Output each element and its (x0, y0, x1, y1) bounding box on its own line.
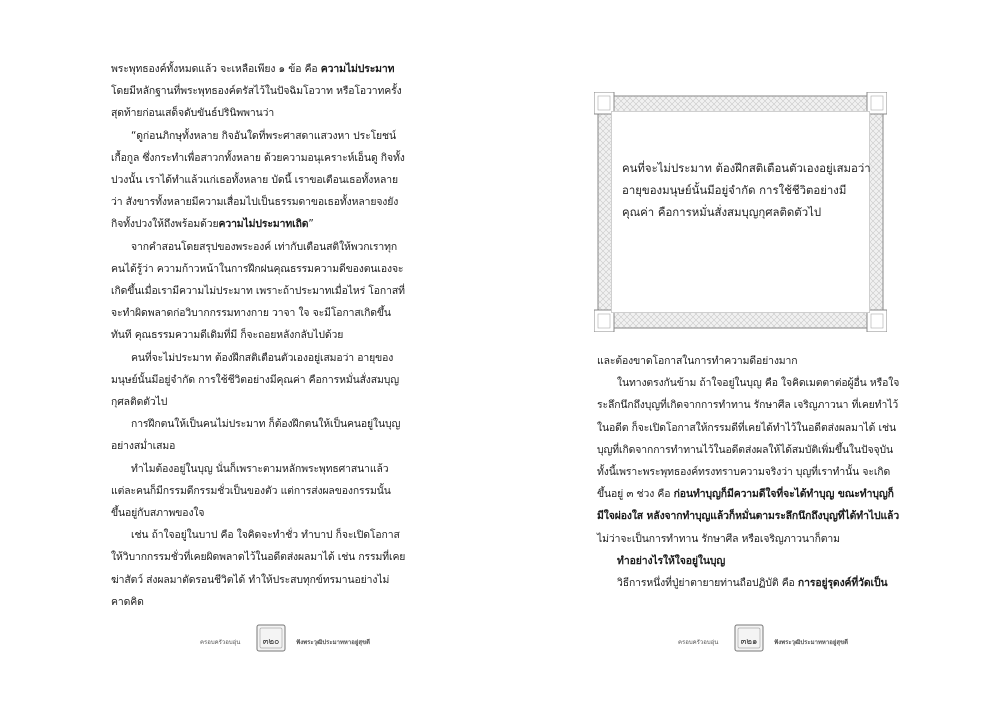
text-run: เช่น ถ้าใจอยู่ในบาป คือ ใจคิดจะทำชั่ว ทำบาป ก็จะเปิดโอกาสให้วิบากกรรมชั่วที่เคยผิดพลาดไว้ในอดีตส่งผลมาได้ เช่น กรรมที่เคยฆ่าสัตว์ ส่งผลมาตัดรอนชีวิตได้ ทำให้ประสบทุกข์ทรมานอย่างไม่คาดคิด (111, 529, 406, 608)
decorative-frame (594, 92, 887, 332)
right-footer (678, 620, 918, 656)
page-number-badge (256, 624, 286, 652)
text-run: ” (308, 218, 314, 231)
bold-text: ก่อนทำบุญก็มีความดีใจที่จะได้ทำบุญ ขณะทำบุญก็มีใจผ่องใส หลังจากทำบุญแล้วก็หมั่นตามระลึกนึกถึงบุญที่ได้ทำไปแล้ว (597, 488, 900, 523)
bold-text: ความไม่ประมาท (320, 63, 395, 75)
paragraph (111, 236, 407, 347)
paragraph (597, 572, 900, 594)
paragraph (111, 458, 407, 525)
paragraph (111, 524, 407, 613)
text-run: ไม่ว่าจะเป็นการทำทาน รักษาศีล หรือเจริญภาวนาก็ตาม (597, 532, 840, 545)
text-run: ทำไมต้องอยู่ในบุญ นั่นก็เพราะตามหลักพระพุทธศาสนาแล้ว แต่ละคนก็มีกรรมดีกรรมชั่วเป็นของตัว แต่การส่งผลของกรรมนั้น ขึ้นอยู่กับสภาพของใจ (111, 462, 391, 520)
bold-text: การอยู่รุดงค์ที่วัดเป็น (797, 577, 888, 590)
footer-book-title: ครอบครัวอบอุ่น (200, 639, 241, 646)
text-run: ในทางตรงกันข้าม ถ้าใจอยู่ในบุญ คือ ใจคิดเมตตาต่อผู้อื่น หรือใจระลึกนึกถึงบุญที่เกิดจากการทำทาน รักษาศีล เจริญภาวนา ที่เคยทำไว้ในอดีต ก็จะเปิดโอกาสให้กรรมดีที่เคยได้ทำไว้ในอดีตส่งผลมาได้ เช่น บุญที่เกิดจากการทำทานไว้ในอดีตส่งผลให้ได้สมบัติเพิ่มขึ้นในปัจจุบัน ทั้งนี้เพราะพระพุทธองค์ทรงทราบความจริงว่า บุญที่เราทำนั้น จะเกิดขึ้นอยู่ ๓ ช่วง คือ (597, 377, 900, 501)
text-run: วิธีการหนึ่งที่ปู่ย่าตายายท่านถือปฏิบัติ คือ (617, 577, 798, 590)
paragraph (111, 347, 407, 414)
left-footer (200, 620, 440, 656)
paragraph (111, 413, 407, 457)
page-number: ๓๒๑ (740, 637, 758, 647)
text-run: การฝึกตนให้เป็นคนไม่ประมาท ก็ต้องฝึกตนให้เป็นคนอยู่ในบุญอย่างสม่ำเสมอ (111, 418, 401, 453)
text-run: “ดูก่อนภิกษุทั้งหลาย กิจอันใดที่พระศาสดาแสวงหา ประโยชน์เกื้อกูล ซึ่งกระทำเพื่อสาวกทั้งหลาย ด้วยความอนุเคราะห์เอ็นดู กิจทั้งปวงนั้น เราได้ทำแล้วแก่เธอทั้งหลาย บัดนี้ เราขอเตือนเธอทั้งหลายว่า สังขารทั้งหลายมีความเสื่อมไปเป็นธรรมดาขอเธอทั้งหลายจงยังกิจทั้งปวงให้ถึงพร้อมด้วย (111, 129, 405, 231)
page-number-badge (734, 624, 764, 652)
bold-text: ทำอย่างไรให้ใจอยู่ในบุญ (617, 554, 726, 567)
footer-book-title: ครอบครัวอบอุ่น (678, 639, 719, 646)
right-body-text (597, 350, 900, 594)
text-run: คนที่จะไม่ประมาท ต้องฝึกสติเตือนตัวเองอยู่เสมอว่า อายุของมนุษย์นั้นมีอยู่จำกัด การใช้ชีวิตอย่างมีคุณค่า คือการหมั่นสั่งสมบุญกุศลติดตัวไป (111, 351, 400, 409)
text-run: จากคำสอนโดยสรุปของพระองค์ เท่ากับเตือนสติให้พวกเราทุกคนได้รู้ว่า ความก้าวหน้าในการฝึกฝนคุณธรรมความดีของตนเองจะเกิดขึ้นเมื่อเรามีความไม่ประมาท เพราะถ้าประมาทเมื่อไหร่ โอกาสที่จะทำผิดพลาดก่อวิบากกรรมทางกาย วาจา ใจ จะมีโอกาสเกิดขึ้นทันที คุณธรรมความดีเดิมที่มี ก็จะถอยหลังกลับไปด้วย (111, 240, 405, 342)
bold-text: ความไม่ประมาทเถิด (218, 218, 309, 231)
text-run: พระพุทธองค์ทั้งหมดแล้ว จะเหลือเพียง ๑ ข้อ คือ (111, 63, 321, 75)
footer-section-title: ฟังพระวุฒิประมาทหาอยู่สุขดี (296, 639, 371, 646)
paragraph (597, 550, 900, 572)
paragraph (597, 350, 900, 372)
page-number: ๓๒๐ (262, 637, 280, 647)
text-run: และต้องขาดโอกาสในการทำความดีอย่างมาก (597, 355, 798, 367)
paragraph (111, 125, 407, 236)
text-run: โดยมีหลักฐานที่พระพุทธองค์ตรัสไว้ในปัจฉิมโอวาท หรือโอวาทครั้งสุดท้ายก่อนเสด็จดับขันธ์ปรินิพพานว่า (111, 85, 402, 120)
frame-quote: คนที่จะไม่ประมาท ต้องฝึกสติเตือนตัวเองอยู่เสมอว่า อายุของมนุษย์นั้นมีอยู่จำกัด การใช้ชีวิตอย่างมีคุณค่า คือการหมั่นสั่งสมบุญกุศลติดตัวไป (622, 161, 871, 219)
paragraph (111, 58, 407, 125)
left-body-text (111, 58, 407, 613)
paragraph (597, 372, 900, 550)
footer-section-title: ฟังพระวุฒิประมาทหาอยู่สุขดี (774, 639, 849, 646)
